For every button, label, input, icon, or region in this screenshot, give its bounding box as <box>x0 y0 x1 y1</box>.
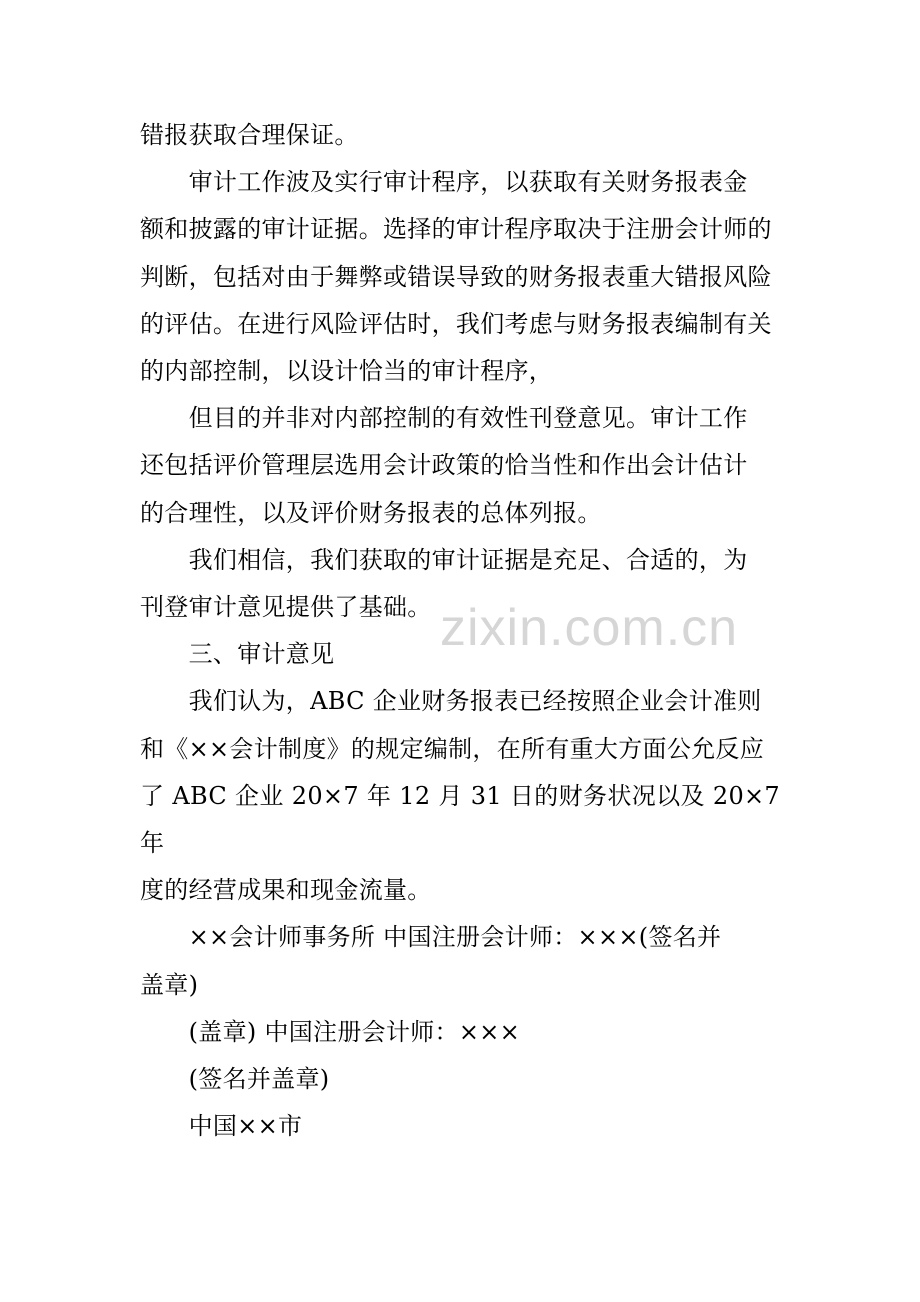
paragraph-continuation: 错报获取合理保证。 <box>140 121 359 149</box>
paragraph-opinion: 我们认为，ABC 企业财务报表已经按照企业会计准则 和《××会计制度》的规定编制，在所有重大方面公允反应 了 ABC 企业 20×7 年 12 月 31 日的财务状况以及 20×7 年 度的经营成果和现金流量。 <box>140 687 780 905</box>
paragraph-audit-procedures: 审计工作波及实行审计程序，以获取有关财务报表金 额和披露的审计证据。选择的审计程序取决于注册会计师的 判断，包括对由于舞弊或错误导致的财务报表重大错报风险 的评估。在进行风险评估时，我们考虑与财务报表编制有关 的内部控制，以设计恰当的审计程序， <box>140 168 772 386</box>
document-body <box>140 112 780 1150</box>
paragraph-audit-evidence: 我们相信，我们获取的审计证据是充足、合适的，为 刊登审计意见提供了基础。 <box>140 545 748 622</box>
paragraph-firm-signature: ××会计师事务所 中国注册会计师：×××(签名并 盖章) <box>140 923 722 999</box>
paragraph-seal-cpa: (盖章) 中国注册会计师：××× <box>140 1017 521 1046</box>
paragraph-sign-seal: (签名并盖章) <box>140 1065 330 1094</box>
paragraph-city: 中国××市 <box>140 1112 303 1141</box>
paragraph-internal-control: 但目的并非对内部控制的有效性刊登意见。审计工作 还包括评价管理层选用会计政策的恰当性和作出会计估计 的合理性，以及评价财务报表的总体列报。 <box>140 404 748 527</box>
section-heading-audit-opinion: 三、审计意见 <box>140 640 335 669</box>
watermark: zixin.com.cn <box>440 599 739 657</box>
